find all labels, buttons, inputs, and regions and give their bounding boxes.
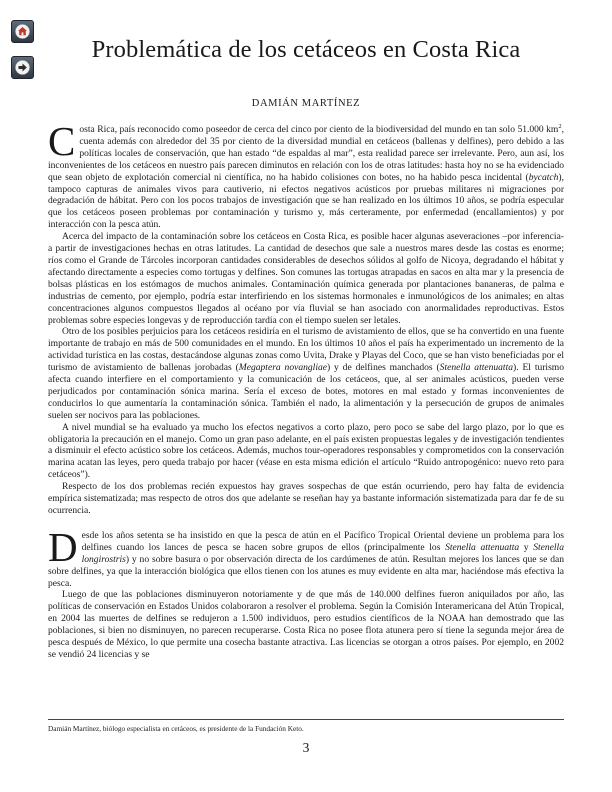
- paragraph: Desde los años setenta se ha insistido en que la pesca de atún en el Pacífico Tropical Oriental deviene un problema para los delfines cuando los lances de pesca se hacen sobre grupos de ellos (principalmente los Stenella attenuatta y Stenella longirostris) y no sobre basura o por observación directa de los cardúmenes de atún. Resultan mejores los lances que se dan sobre delfines, ya que la interacción biológica que ellos tienen con los atunes es muy evidente en alta mar, haciéndose más efectiva la pesca.: [48, 523, 564, 589]
- article-body: [48, 118, 564, 661]
- paragraph: Respecto de los dos problemas recién expuestos hay graves sospechas de que están ocurriendo, pero hay falta de evidencia empírica sistematizada; mas respecto de otros dos que adelante se reseñan hay ya bastante información sistematizada para dar fe de su ocurrencia.: [48, 481, 564, 516]
- drop-cap: C: [48, 118, 76, 164]
- article-author: DAMIÁN MARTÍNEZ: [251, 98, 361, 109]
- paragraph: Otro de los posibles perjuicios para los cetáceos residiría en el turismo de avistamiento de ellos, que se ha convertido en una fuente importante de trabajo en más de 500 comunidades en el mundo. En los últimos 10 años el país ha experimentado un incremento de la actividad turística en las costas, destacándose algunas zonas como Uvita, Drake y Playas del Coco, que se han visto beneficiadas por el turismo de avistamiento de ballenas jorobadas (Megaptera novangliae) y de delfines manchados (Stenella attenuatta). El turismo afecta cuando interfiere en el comportamiento y la comunicación de los cetáceos, que, al ser animales acústicos, pueden verse perjudicados por contaminación sónica marina. Sería el exceso de botes, motores en mal estado y formas inconvenientes de conducirlos lo que aumentaría la contaminación sónica. También el nado, la alimentación y la persecución de grupos de animales suelen ser nocivos para las poblaciones.: [48, 326, 564, 421]
- paragraph: Costa Rica, país reconocido como poseedor de cerca del cinco por ciento de la biodiversidad del mundo en tan solo 51.000 $km^2$, cuenta además con alrededor del 35 por ciento de la diversidad mundial en cetáceos (ballenas y delfines), pero debido a las políticas locales de conservación, que han estado “de espaldas al mar”, esta realidad parece ser irrelevante. Pero, aun así, los inconvenientes de los cetáceos en nuestro país parecen diminutos en relación con los de otras latitudes: hasta hoy no se ha evidenciado que sean objeto de explotación comercial ni científica, no ha habido colisiones con botes, no ha habido pesca incidental (bycatch), tampoco capturas de animales vivos para cautiverio, ni efectos negativos acústicos por pruebas militares ni migraciones por degradación de hábitat. Pero con los pocos trabajos de investigación que se han realizado en los últimos 10 años, se podría especular que los cetáceos poseen problemas por contaminación y turismo y, más certeramente, por enfermedad (encallamientos) y por interacción con la pesca atún.: [48, 118, 564, 231]
- paragraph: Acerca del impacto de la contaminación sobre los cetáceos en Costa Rica, es posible hacer algunas aseveraciones –por inferencia- a partir de investigaciones hechas en otras latitudes. La cantidad de desechos que sale a nuestros mares desde las costas es enorme; ríos como el Grande de Tárcoles incorporan cantidades considerables de desechos sólidos al golfo de Nicoya, degradando el hábitat y afectando directamente a especies como tortugas y delfines. Son comunes las tortugas atrapadas en sacos en alta mar y la presencia de bolsas plásticas en los estómagos de muchos animales. Contaminación química generada por plantaciones bananeras, de palma e industrias de cemento, por ejemplo, podría estar interfiriendo en los sistemas hormonales e inmunológicos de los animales; en altas concentraciones algunos compuestos llegados al océano por vía fluvial se han asociado con anormalidades reproductivas. Estos problemas sobre especies longevas y de reproducción tardía con el tiempo suelen ser letales.: [48, 231, 564, 326]
- paragraph: Luego de que las poblaciones disminuyeron notoriamente y de que más de 140.000 delfines fueron aniquilados por año, las políticas de conservación en Estados Unidos colaboraron a resolver el problema. Según la Comisión Interamericana del Atún Tropical, en 2004 las muertes de delfines se redujeron a 1.500 individuos, pero estudios científicos de la NOAA han demostrado que las poblaciones, si bien no disminuyen, no parecen recuperarse. Costa Rica no posee flota atunera pero sí tiene la segunda mejor área de pesca después de México, lo que permite una cosecha bastante atractiva. Las licencias se otorgan a otros países. Por ejemplo, en 2002 se vendió 24 licencias y se: [48, 589, 564, 660]
- drop-cap: D: [48, 523, 78, 570]
- footnote: Damián Martínez, biólogo especialista en cetáceos, es presidente de la Fundación Keto.: [48, 724, 304, 733]
- article-title: Problemática de los cetáceos en Costa Rica: [91, 36, 521, 63]
- footnote-divider: [48, 719, 564, 720]
- page-number: 3: [302, 740, 310, 755]
- paragraph: A nivel mundial se ha evaluado ya mucho los efectos negativos a corto plazo, pero poco se sabe del largo plazo, por lo que es obligatoria la precaución en el manejo. Como un gran paso adelante, en el país existen propuestas legales y de investigación tendientes a disminuir el efecto acústico sobre los cetáceos. Además, muchos tour-operadores responsables y comprometidos con la conservación marina acatan las leyes, pero queda trabajo por hacer (véase en esta misma edición el artículo “Ruido antropogénico: nuevo reto para cetáceos”).: [48, 421, 564, 481]
